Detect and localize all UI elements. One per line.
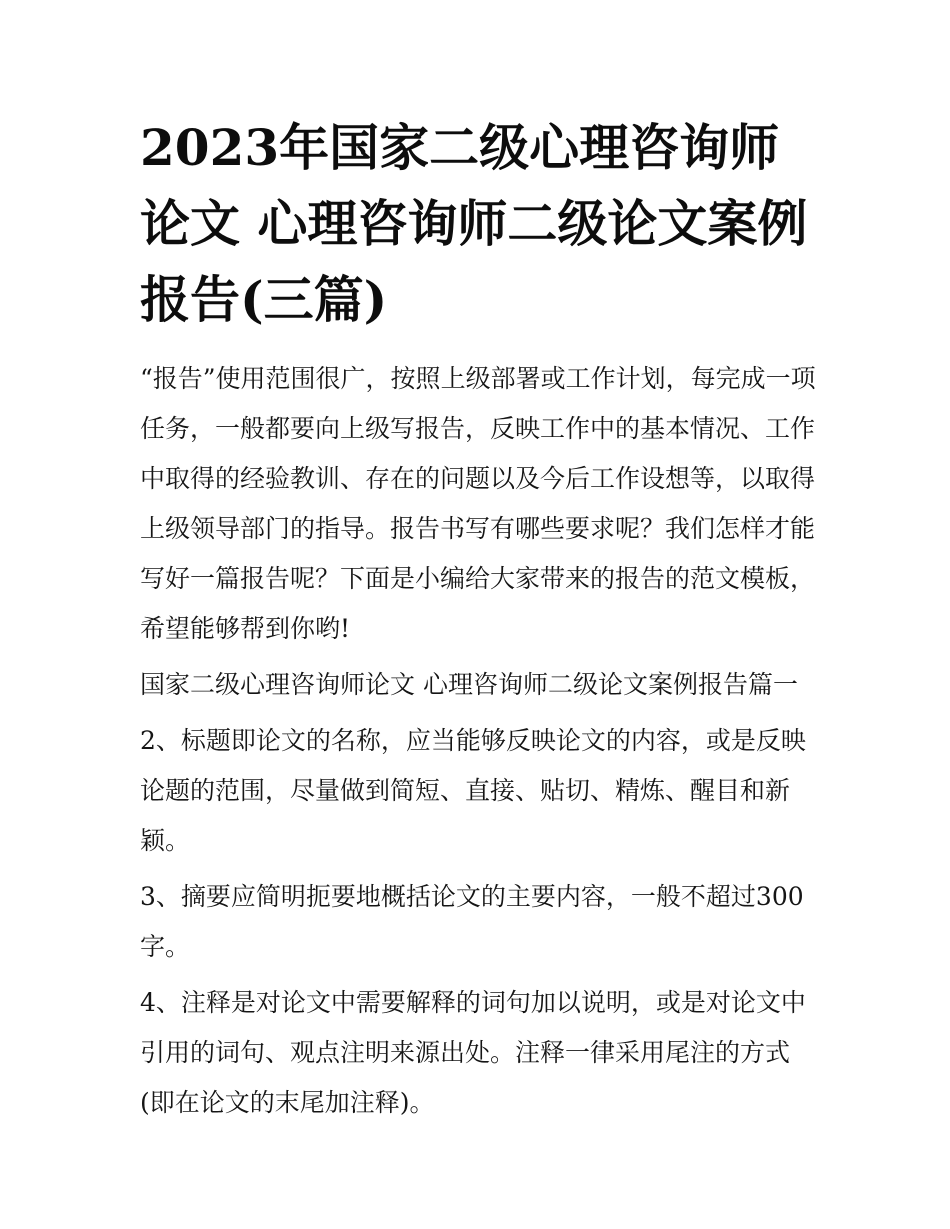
- intro-paragraph: “报告”使用范围很广，按照上级部署或工作计划，每完成一项任务，一般都要向上级写报告，反映工作中的基本情况、工作中取得的经验教训、存在的问题以及今后工作设想等，以取得上级领导部门的指导。报告书写有哪些要求呢？我们怎样才能写好一篇报告呢？下面是小编给大家带来的报告的范文模板，希望能够帮到你哟!: [140, 364, 816, 643]
- document-title: 2023年国家二级心理咨询师论文 心理咨询师二级论文案例报告(三篇): [140, 118, 808, 329]
- point-4-paragraph: 4、注释是对论文中需要解释的词句加以说明，或是对论文中引用的词句、观点注明来源出处。注释一律采用尾注的方式(即在论文的末尾加注释)。: [140, 988, 806, 1117]
- section-heading-paragraph: 国家二级心理咨询师论文 心理咨询师二级论文案例报告篇一: [140, 670, 798, 699]
- point-2-paragraph: 2、标题即论文的名称，应当能够反映论文的内容，或是反映论题的范围，尽量做到简短、直接、贴切、精炼、醒目和新颖。: [140, 726, 806, 855]
- point-3-paragraph: 3、摘要应简明扼要地概括论文的主要内容，一般不超过300字。: [140, 882, 804, 961]
- document-body: [140, 110, 820, 1128]
